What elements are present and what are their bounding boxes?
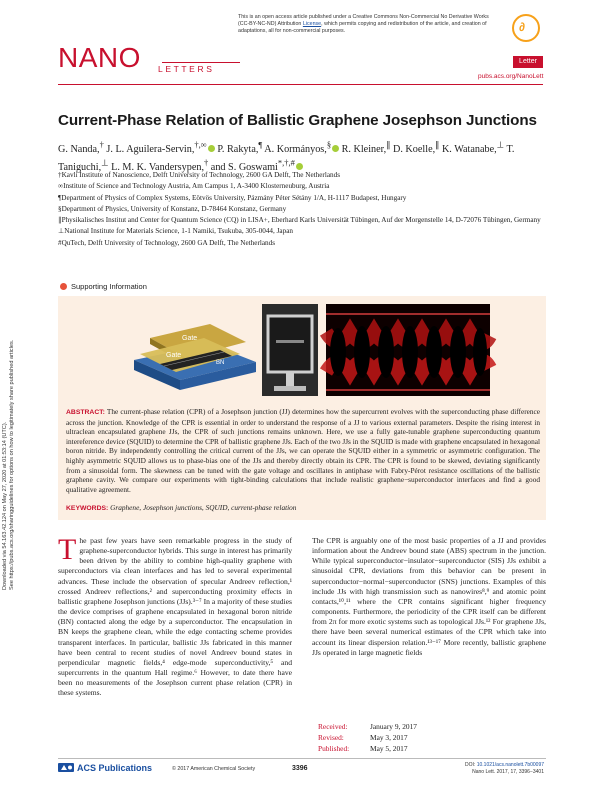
author[interactable]: L. M. K. Vandersypen,† bbox=[111, 157, 209, 174]
author[interactable]: T. Taniguchi,⊥ bbox=[58, 144, 515, 174]
abstract-label: ABSTRACT: bbox=[66, 409, 105, 416]
affiliation-list bbox=[58, 170, 546, 249]
orcid-icon[interactable] bbox=[332, 145, 339, 152]
keywords bbox=[66, 503, 540, 512]
journal-logo bbox=[58, 42, 215, 74]
author[interactable]: G. Nanda,† bbox=[58, 140, 104, 156]
body-right-column bbox=[312, 536, 546, 658]
affiliation: ∞Institute of Science and Technology Austria, Am Campus 1, A-3400 Klosterneuburg, Austria bbox=[58, 182, 330, 191]
license-notice bbox=[238, 14, 498, 35]
license-text-1: This is an open access article published under a Creative Commons Non-Commercial No Derivative Works (CC-BY-NC-ND) Attribution bbox=[238, 14, 489, 27]
journal-url-link[interactable]: pubs.acs.org/NanoLett bbox=[478, 73, 544, 80]
device-label-gate-1: Gate bbox=[182, 335, 198, 342]
body-text-right: The CPR is arguably one of the most basic properties of a JJ and provides information about the Andreev bound state (ABS) spectrum in the junction. While typical superconductor−insulator−superconductor (SIS) JJs exhibit a sinusoidal CPR, deviations from this behavior can be present in superconductor−normal−superconductor (SNS) junctions. Examples of this include JJs with high transmission such as nanowires⁸,⁹ and atomic point contacts,¹⁰,¹¹ where the CPR contains significant higher frequency components. Furthermore, the periodicity of the CPR itself can be different from 2π for more exotic systems such as topological JJs.¹² For graphene JJs, there have been several numerical estimates of the CPR which take into account its linear dispersion relation.¹³⁻¹⁷ More recently, ballistic graphene JJs operated in large magnetic fields bbox=[312, 536, 546, 657]
affiliation: ∥Physikalisches Institut and Center for Quantum Science (CQ) in LISA+, Eberhard Karls Universität Tübingen, Auf der Morgenstelle 14, D-72076 Tübingen, Germany bbox=[58, 216, 541, 225]
license-link[interactable]: License bbox=[302, 21, 322, 27]
header-rule bbox=[58, 84, 543, 85]
affiliation: ⊥National Institute for Materials Science, 1-1 Namiki, Tsukuba, 305-0044, Japan bbox=[58, 227, 293, 236]
logo-rule bbox=[162, 62, 240, 63]
citation: Nano Lett. 2017, 17, 3396−3401 bbox=[472, 769, 544, 775]
doi-block bbox=[456, 762, 544, 776]
device-label-gate-2: Gate bbox=[166, 352, 182, 359]
publisher-logo[interactable] bbox=[58, 763, 152, 773]
device-label-bn: BN bbox=[216, 360, 225, 366]
body-text-left: he past few years have seen remarkable progress in the study of graphene-superconductor hybrids. This surge in interest has primarily been driven by the ability to combine high-quality graphene with superconductors via clean interfaces and has led to several experimental advances. These include the observation of specular Andreev reflection,¹ crossed Andreev reflections,² and superconducting proximity effects in ballistic graphene Josephson junctions (JJs).³⁻⁷ In a majority of these studies the device comprises of graphene encapsulated in hexagonal boron nitride (BN) contacted along the edge by a superconductor. The encapsulation in BN keeps the graphene clean, while the edge contacting scheme provides transparent interfaces. In particular, ballistic JJs fabricated in this manner have been central to recent studies of novel Andreev bound states in perpendicular magnetic fields,⁴ edge-mode superconductivity,⁵ and supercurrents in the quantum Hall regime.⁶ However, to date there have been no measurements of the Josephson current phase relation (CPR) in these systems. bbox=[58, 536, 292, 698]
doi-prefix: DOI: bbox=[465, 762, 477, 768]
supporting-info-icon bbox=[60, 283, 67, 290]
open-access-symbol: ∂ bbox=[519, 20, 525, 34]
keywords-values: Graphene, Josephson junctions, SQUID, current-phase relation bbox=[110, 503, 297, 512]
drop-cap: T bbox=[58, 533, 77, 566]
publisher-name: ACS Publications bbox=[77, 763, 153, 773]
copyright: © 2017 American Chemical Society bbox=[172, 766, 256, 772]
supporting-info-link[interactable] bbox=[60, 282, 147, 291]
page-number: 3396 bbox=[292, 765, 308, 772]
author[interactable]: J. L. Aguilera-Servin,†,∞ bbox=[106, 144, 214, 155]
author[interactable]: R. Kleiner,∥ bbox=[341, 140, 391, 156]
affiliation: †Kavli Institute of Nanoscience, Delft University of Technology, 2600 GA Delft, The Netherlands bbox=[58, 171, 341, 179]
acs-logo-icon bbox=[58, 763, 74, 772]
supporting-info-label: Supporting Information bbox=[71, 282, 147, 291]
oscillation-plot bbox=[326, 304, 490, 396]
download-notice bbox=[2, 260, 20, 590]
received-date: Received: January 9, 2017 bbox=[318, 722, 418, 731]
footer-rule bbox=[58, 758, 546, 759]
device-schematic bbox=[134, 324, 256, 390]
open-access-icon bbox=[512, 14, 540, 42]
download-notice-line1: Downloaded via 54.163.42.124 on May 27, 2020 at 01:53:14 (UTC). bbox=[2, 421, 8, 590]
affiliation: #QuTech, Delft University of Technology, 2600 GA Delft, The Netherlands bbox=[58, 238, 276, 247]
published-date: Published: May 5, 2017 bbox=[318, 744, 408, 753]
affiliation: §Department of Physics, University of Konstanz, D-78464 Konstanz, Germany bbox=[58, 204, 287, 213]
doi-link[interactable]: 10.1021/acs.nanolett.7b00097 bbox=[476, 762, 544, 768]
journal-logo-sub: LETTERS bbox=[158, 64, 215, 74]
journal-logo-main: NANO bbox=[58, 42, 141, 73]
publication-dates bbox=[318, 721, 417, 754]
toc-graphic bbox=[120, 302, 500, 402]
keywords-label: KEYWORDS: bbox=[66, 505, 109, 512]
affiliation: ¶Department of Physics of Complex Systems, Eötvös University, Pázmány Péter Sétány 1/A, H-1117 Budapest, Hungary bbox=[58, 193, 407, 202]
squid-micrograph bbox=[262, 304, 318, 396]
author[interactable]: A. Kormányos,§ bbox=[264, 144, 339, 155]
orcid-icon[interactable] bbox=[208, 145, 215, 152]
article-title: Current-Phase Relation of Ballistic Graphene Josephson Junctions bbox=[58, 112, 537, 129]
author[interactable]: P. Rakyta,¶ bbox=[217, 140, 263, 156]
abstract-text: The current-phase relation (CPR) of a Josephson junction (JJ) determines how the supercurrent evolves with the superconducting phase difference across the junction. Knowledge of the CPR is essential in order to understand the response of a JJ to various external parameters. Despite the rising interest in ultraclean encapsulated graphene JJs, the CPR of such junctions remains unknown. Here, we use a fully gate-tunable graphene superconducting quantum intereference device (SQUID) to determine the CPR of ballistic graphene JJs. Each of the two JJs in the SQUID is made with graphene encapsulated in hexagonal boron nitride. By independently controlling the critical current of the JJs, we can operate the SQUID either in a symmetric or asymmetric configuration. The highly asymmetric SQUID allows us to phase-bias one of the JJs and thereby directly obtain its CPR. The CPR is found to be skewed, deviating significantly from a sinusoidal form. The skewness can be tuned with the gate voltage and oscillates in antiphase with Fabry-Pérot resistance oscillations of the ballistic graphene cavity. We compare our experiments with tight-binding calculations that include realistic graphene−superconductor interfaces and find a good qualitative agreement. bbox=[66, 407, 540, 494]
abstract bbox=[66, 407, 540, 494]
body-left-column bbox=[58, 533, 292, 699]
download-notice-line2: See https://pubs.acs.org/sharingguidelines for options on how to legitimately share published articles. bbox=[9, 339, 15, 590]
author[interactable]: and S. Goswami*,†,# bbox=[211, 162, 303, 173]
author[interactable]: K. Watanabe,⊥ bbox=[441, 140, 505, 156]
license-text-2: , which permits copying and redistribution of the article, and creation of adaptations, all for non-commercial purposes. bbox=[238, 21, 487, 34]
author[interactable]: D. Koelle,∥ bbox=[392, 140, 440, 156]
article-type-badge: Letter bbox=[513, 56, 543, 68]
revised-date: Revised: May 3, 2017 bbox=[318, 733, 408, 742]
